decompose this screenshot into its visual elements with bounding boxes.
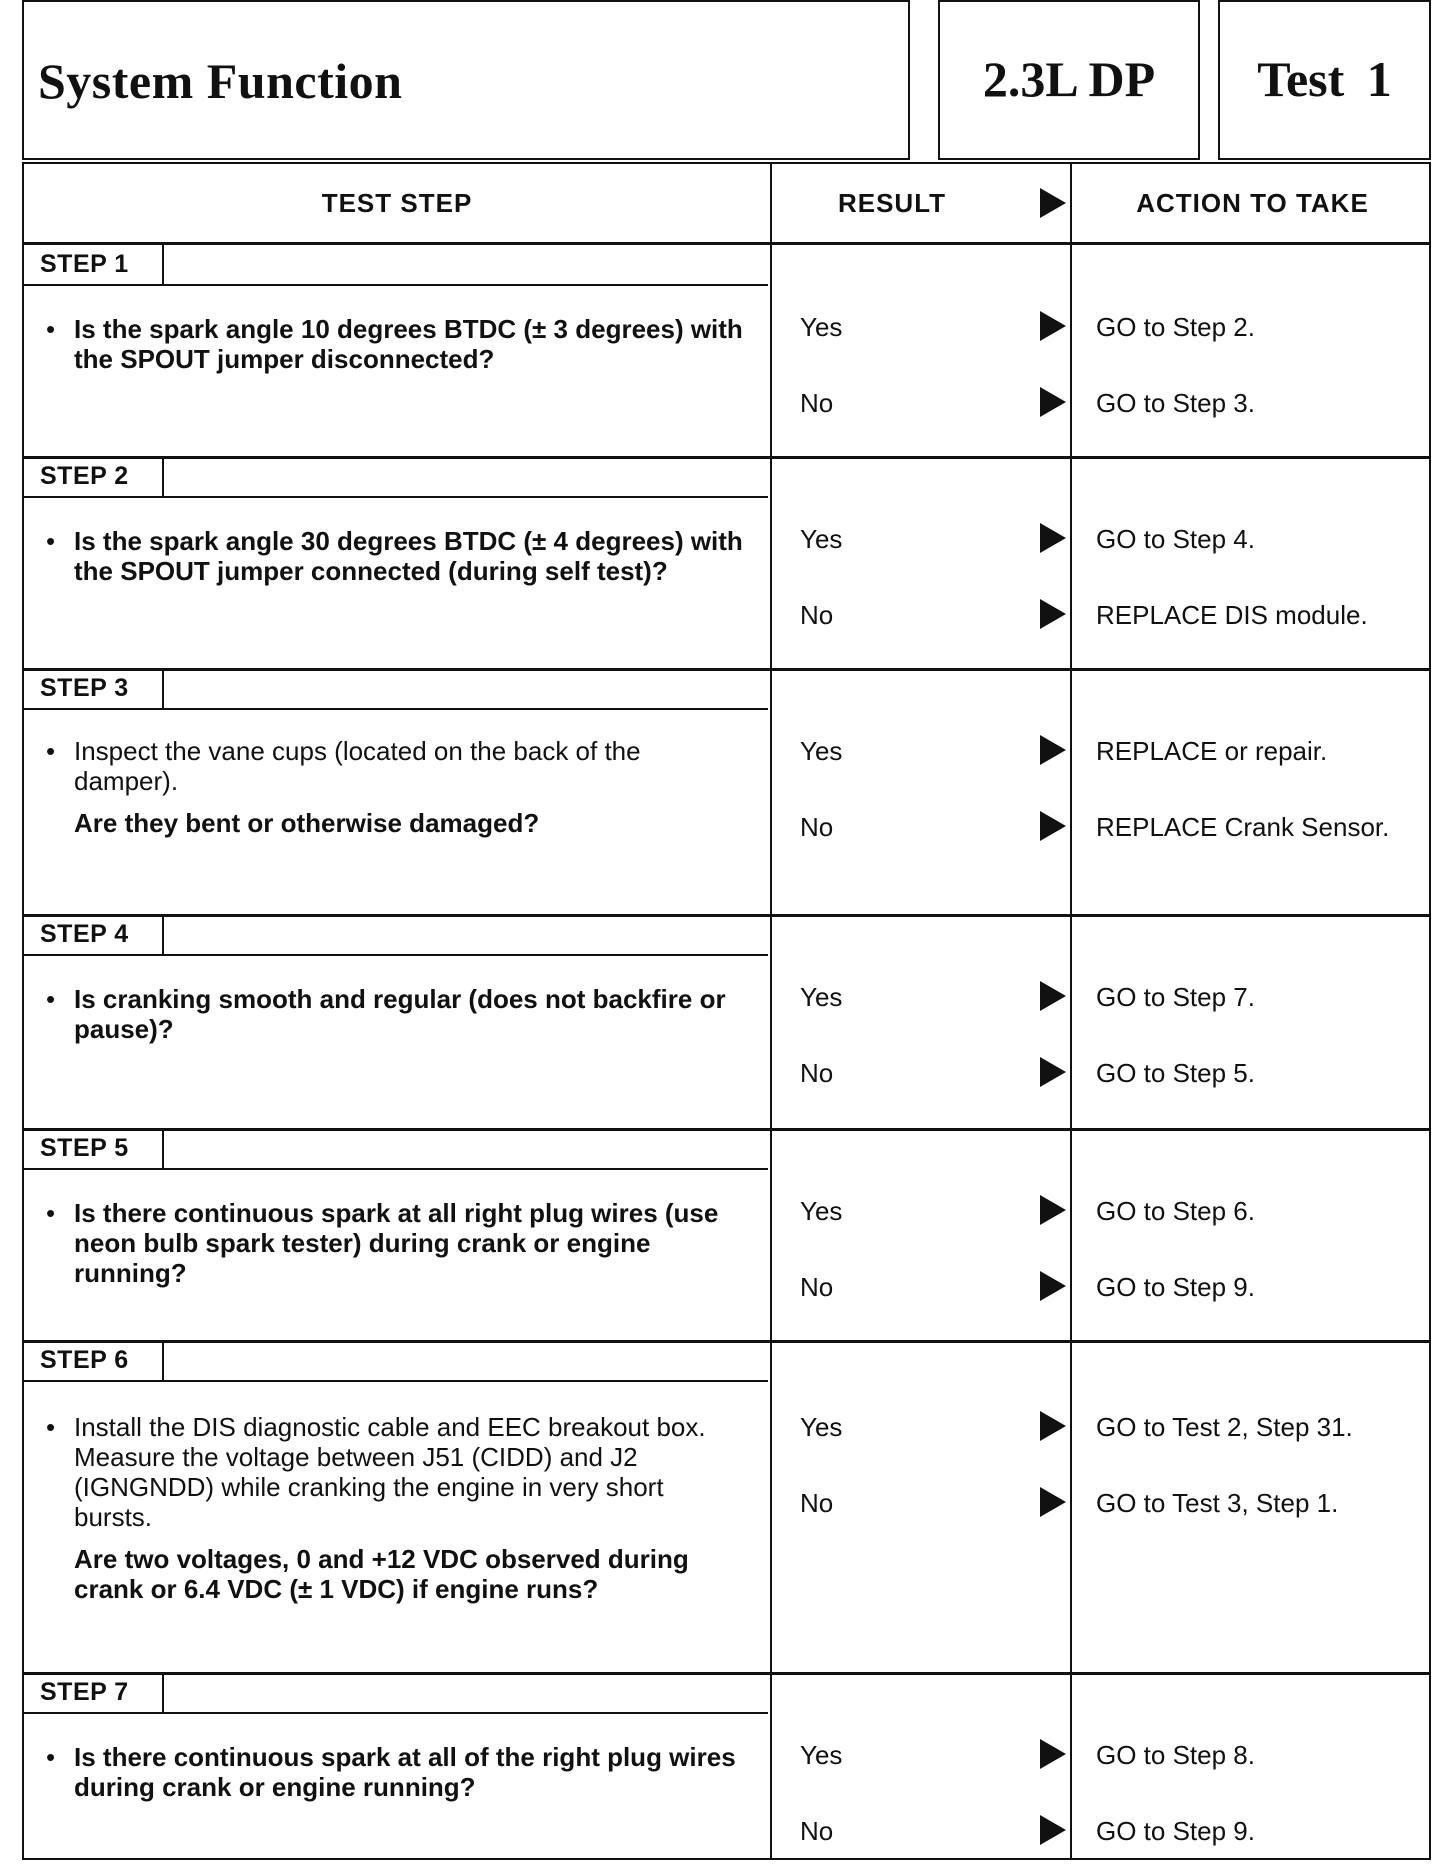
engine-box xyxy=(938,0,1200,160)
step-label: STEP 7 xyxy=(24,1672,164,1714)
action-text: REPLACE or repair. xyxy=(1096,736,1328,766)
step-question-text: Is there continuous spark at all of the right plug wires during crank or engine running? xyxy=(74,1742,736,1802)
step-tab-divider xyxy=(24,284,768,286)
step-question xyxy=(46,526,746,586)
step-instruction: Inspect the vane cups (located on the back of the damper). xyxy=(74,736,641,796)
step-question xyxy=(46,1198,746,1288)
row-divider xyxy=(24,1128,1429,1131)
bullet-icon: • xyxy=(46,736,56,766)
action-text: REPLACE Crank Sensor. xyxy=(1096,812,1390,842)
result-label: Yes xyxy=(800,524,843,554)
action-text: GO to Test 3, Step 1. xyxy=(1096,1488,1339,1518)
bullet-icon: • xyxy=(46,526,56,556)
step-tab-divider xyxy=(24,496,768,498)
action-text: GO to Step 4. xyxy=(1096,524,1255,554)
bullet-icon: • xyxy=(46,1742,56,1772)
arrow-icon xyxy=(1040,1411,1066,1441)
bullet-icon: • xyxy=(46,984,56,1014)
step-instruction: Install the DIS diagnostic cable and EEC breakout box. Measure the voltage between J51 (CIDD) and J2 (IGNGNDD) while cranking the engine in very short bursts. xyxy=(74,1412,706,1532)
step-tab-divider xyxy=(24,1168,768,1170)
arrow-icon xyxy=(1040,311,1066,341)
arrow-icon xyxy=(1040,523,1066,553)
result-label: Yes xyxy=(800,736,843,766)
engine-label: 2.3L DP xyxy=(982,51,1156,107)
step-label: STEP 5 xyxy=(24,1128,164,1170)
column-divider xyxy=(1070,164,1072,1858)
row-divider xyxy=(24,1340,1429,1343)
row-divider xyxy=(24,668,1429,671)
step-question-text: Is the spark angle 30 degrees BTDC (± 4 degrees) with the SPOUT jumper connected (during self test)? xyxy=(74,526,743,586)
arrow-icon xyxy=(1040,188,1066,218)
arrow-icon xyxy=(1040,599,1066,629)
step-question-text: Is there continuous spark at all right plug wires (use neon bulb spark tester) during crank or engine running? xyxy=(74,1198,719,1288)
result-label: Yes xyxy=(800,982,843,1012)
action-text: GO to Test 2, Step 31. xyxy=(1096,1412,1353,1442)
column-divider xyxy=(770,164,772,1858)
step-question xyxy=(46,314,746,374)
step-question-text: Is the spark angle 10 degrees BTDC (± 3 degrees) with the SPOUT jumper disconnected? xyxy=(74,314,743,374)
test-table xyxy=(22,162,1431,1860)
step-question-text: Are two voltages, 0 and +12 VDC observed during crank or 6.4 VDC (± 1 VDC) if engine runs? xyxy=(74,1544,689,1604)
bullet-icon: • xyxy=(46,1412,56,1442)
test-label: Test 1 xyxy=(1257,51,1392,107)
step-label: STEP 6 xyxy=(24,1340,164,1382)
arrow-icon xyxy=(1040,1487,1066,1517)
result-label: No xyxy=(800,1058,834,1088)
action-text: GO to Step 2. xyxy=(1096,312,1255,342)
result-label: No xyxy=(800,388,834,418)
step-tab-divider xyxy=(24,1380,768,1382)
column-header-test-step: TEST STEP xyxy=(321,187,473,218)
bullet-icon: • xyxy=(46,1198,56,1228)
result-label: No xyxy=(800,1272,834,1302)
row-divider xyxy=(24,914,1429,917)
arrow-icon xyxy=(1040,1815,1066,1845)
step-question xyxy=(46,1742,746,1802)
result-label: Yes xyxy=(800,1740,843,1770)
step-question xyxy=(46,736,746,838)
action-text: GO to Step 7. xyxy=(1096,982,1255,1012)
action-text: GO to Step 8. xyxy=(1096,1740,1255,1770)
row-divider xyxy=(24,1672,1429,1675)
arrow-icon xyxy=(1040,1057,1066,1087)
action-text: GO to Step 9. xyxy=(1096,1272,1255,1302)
arrow-icon xyxy=(1040,1271,1066,1301)
step-label: STEP 3 xyxy=(24,668,164,710)
row-divider xyxy=(24,456,1429,459)
bullet-icon: • xyxy=(46,314,56,344)
column-header-action: ACTION TO TAKE xyxy=(1136,187,1369,218)
step-question-text: Are they bent or otherwise damaged? xyxy=(74,808,540,838)
step-label: STEP 4 xyxy=(24,914,164,956)
arrow-icon xyxy=(1040,811,1066,841)
result-label: Yes xyxy=(800,1412,843,1442)
result-label: Yes xyxy=(800,312,843,342)
row-divider xyxy=(24,242,1429,245)
page-title: System Function xyxy=(38,53,403,109)
test-box xyxy=(1218,0,1431,160)
step-question xyxy=(46,984,746,1044)
step-label: STEP 1 xyxy=(24,244,164,286)
result-label: No xyxy=(800,812,834,842)
result-label: No xyxy=(800,600,834,630)
action-text: GO to Step 5. xyxy=(1096,1058,1255,1088)
arrow-icon xyxy=(1040,735,1066,765)
step-question-text: Is cranking smooth and regular (does not backfire or pause)? xyxy=(74,984,726,1044)
step-tab-divider xyxy=(24,708,768,710)
action-text: GO to Step 9. xyxy=(1096,1816,1255,1846)
arrow-icon xyxy=(1040,387,1066,417)
result-label: No xyxy=(800,1488,834,1518)
column-header-result: RESULT xyxy=(837,187,947,218)
title-box xyxy=(22,0,910,160)
arrow-icon xyxy=(1040,1739,1066,1769)
arrow-icon xyxy=(1040,1195,1066,1225)
step-label: STEP 2 xyxy=(24,456,164,498)
action-text: REPLACE DIS module. xyxy=(1096,600,1368,630)
arrow-icon xyxy=(1040,981,1066,1011)
action-text: GO to Step 6. xyxy=(1096,1196,1255,1226)
step-tab-divider xyxy=(24,1712,768,1714)
step-tab-divider xyxy=(24,954,768,956)
result-label: Yes xyxy=(800,1196,843,1226)
result-label: No xyxy=(800,1816,834,1846)
action-text: GO to Step 3. xyxy=(1096,388,1255,418)
step-question xyxy=(46,1412,746,1604)
